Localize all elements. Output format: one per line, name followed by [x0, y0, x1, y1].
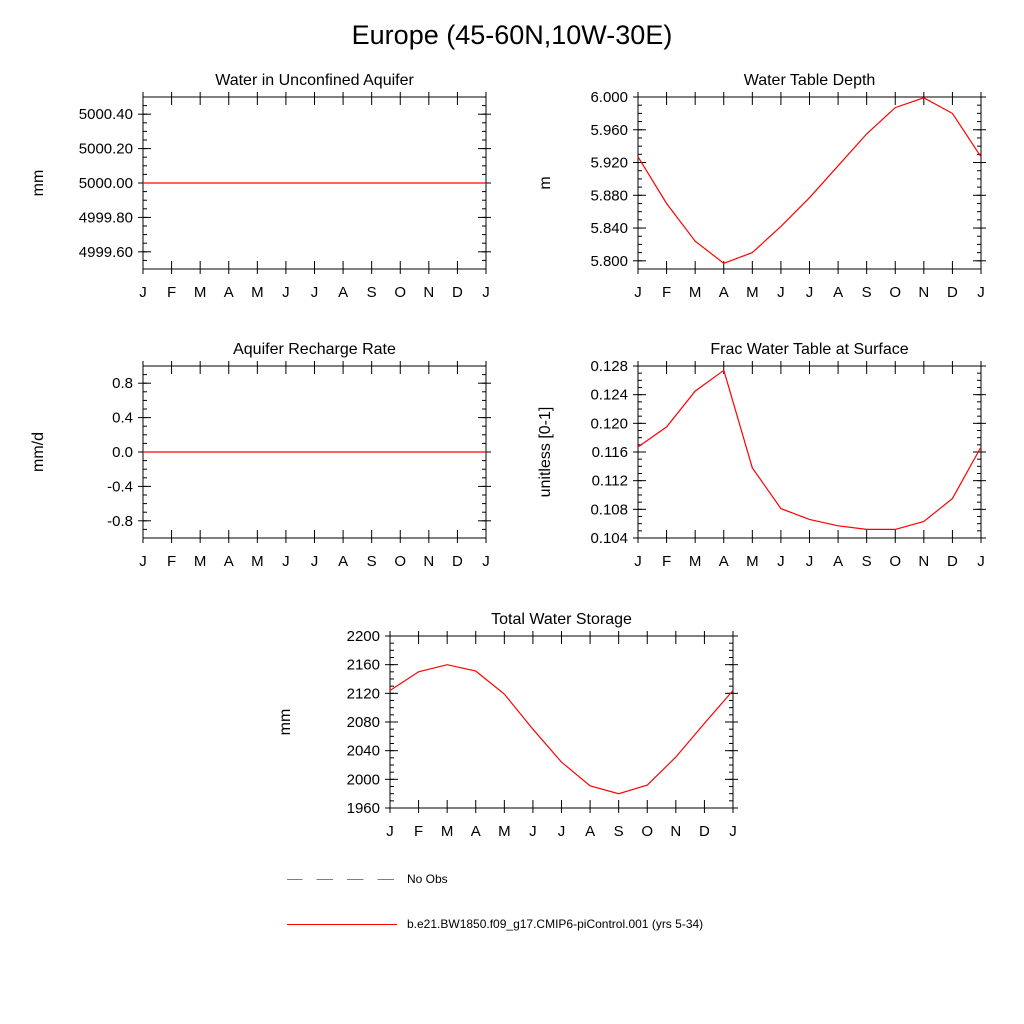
x-tick-label: J: [805, 553, 814, 570]
plot-frame: [638, 97, 981, 269]
y-axis-label: m: [537, 176, 554, 190]
chart-title: Total Water Storage: [491, 611, 632, 628]
x-tick-label: J: [977, 284, 985, 301]
x-tick-label: D: [451, 284, 463, 301]
y-tick-label: 0.112: [591, 472, 628, 490]
x-tick-label: J: [777, 284, 785, 301]
chart-title: Frac Water Table at Surface: [710, 341, 909, 358]
x-tick-label: J: [310, 284, 319, 301]
x-tick-label: J: [634, 553, 642, 570]
x-tick-label: M: [440, 823, 454, 840]
series-line: [638, 370, 981, 529]
x-tick-label: A: [833, 553, 844, 570]
series-line: [638, 98, 981, 263]
x-tick-label: J: [386, 823, 394, 840]
y-tick-label: 5.960: [590, 121, 628, 139]
x-tick-label: J: [482, 284, 490, 301]
x-tick-label: N: [670, 823, 682, 840]
y-tick-label: 4999.60: [78, 243, 133, 261]
y-tick-label: 5000.20: [78, 140, 133, 158]
y-axis-label: mm: [30, 169, 47, 197]
chart-title: Water in Unconfined Aquifer: [215, 72, 414, 89]
y-axis-label: mm/d: [30, 432, 47, 472]
x-tick-label: F: [166, 553, 177, 570]
y-tick-label: 6.000: [590, 89, 628, 106]
x-tick-label: J: [482, 553, 490, 570]
y-tick-label: -0.4: [107, 478, 133, 496]
series-line: [390, 665, 733, 794]
x-tick-label: N: [918, 284, 930, 301]
page-title: Europe (45-60N,10W-30E): [351, 20, 673, 50]
y-tick-label: 0.116: [591, 444, 628, 461]
y-tick-label: 0.8: [112, 375, 133, 393]
chart-panel: [537, 72, 986, 301]
x-tick-label: A: [338, 284, 349, 301]
x-tick-label: A: [718, 284, 729, 301]
y-tick-label: 5.800: [590, 252, 628, 270]
y-tick-label: 0.120: [590, 415, 628, 433]
y-tick-label: 0.128: [590, 358, 628, 375]
x-tick-label: J: [139, 553, 147, 570]
chart-title: Water Table Depth: [743, 72, 876, 89]
x-tick-label: A: [223, 284, 234, 301]
x-tick-label: M: [746, 553, 759, 570]
x-tick-label: S: [366, 284, 377, 301]
y-tick-label: 1960: [346, 800, 380, 817]
chart-panel: [537, 341, 986, 570]
x-tick-label: M: [193, 284, 207, 301]
x-tick-label: M: [193, 553, 207, 570]
y-tick-label: 2040: [346, 742, 380, 760]
x-tick-label: J: [729, 823, 737, 840]
x-tick-label: M: [498, 823, 511, 840]
x-tick-label: J: [634, 284, 642, 301]
y-tick-label: 5.880: [590, 187, 628, 205]
plot-frame: [390, 636, 733, 808]
x-tick-label: D: [946, 553, 958, 570]
x-tick-label: S: [861, 284, 872, 301]
chart-title: Aquifer Recharge Rate: [233, 341, 396, 358]
x-tick-label: A: [718, 553, 729, 570]
y-tick-label: 5.840: [590, 220, 628, 238]
legend-entry-model: [287, 914, 703, 934]
x-tick-label: O: [394, 553, 407, 570]
x-tick-label: M: [251, 284, 264, 301]
y-tick-label: 4999.80: [78, 209, 133, 227]
y-tick-label: 0.0: [112, 444, 133, 461]
x-tick-label: D: [451, 553, 463, 570]
chart-panel: [277, 611, 738, 840]
plot-frame: [638, 366, 981, 538]
x-tick-label: J: [282, 284, 290, 301]
x-tick-label: F: [413, 823, 424, 840]
y-tick-label: 5.920: [590, 154, 628, 172]
x-tick-label: N: [423, 553, 435, 570]
x-tick-label: M: [688, 553, 702, 570]
x-tick-label: N: [918, 553, 930, 570]
legend-entry-no-obs: [287, 869, 448, 889]
y-tick-label: 5000.00: [78, 175, 133, 192]
x-tick-label: O: [889, 553, 902, 570]
y-tick-label: 0.104: [590, 530, 628, 547]
y-tick-label: -0.8: [107, 512, 133, 530]
x-tick-label: F: [661, 553, 672, 570]
y-axis-label: mm: [277, 708, 294, 736]
x-tick-label: J: [529, 823, 537, 840]
x-tick-label: S: [613, 823, 624, 840]
x-tick-label: D: [698, 823, 710, 840]
y-tick-label: 0.124: [590, 386, 628, 404]
x-tick-label: F: [661, 284, 672, 301]
x-tick-label: S: [366, 553, 377, 570]
x-tick-label: A: [585, 823, 596, 840]
x-tick-label: J: [139, 284, 147, 301]
x-tick-label: J: [310, 553, 319, 570]
y-tick-label: 0.108: [590, 501, 628, 519]
x-tick-label: J: [282, 553, 290, 570]
legend-sample-solid: [287, 924, 397, 925]
y-tick-label: 0.4: [112, 409, 133, 427]
y-tick-label: 5000.40: [78, 106, 133, 124]
y-tick-label: 2120: [346, 685, 380, 703]
x-tick-label: J: [557, 823, 566, 840]
x-tick-label: A: [833, 284, 844, 301]
x-tick-label: A: [338, 553, 349, 570]
x-tick-label: J: [777, 553, 785, 570]
x-tick-label: N: [423, 284, 435, 301]
x-tick-label: A: [470, 823, 481, 840]
x-tick-label: M: [251, 553, 264, 570]
x-tick-label: M: [746, 284, 759, 301]
y-tick-label: 2080: [346, 714, 380, 731]
x-tick-label: J: [977, 553, 985, 570]
x-tick-label: O: [394, 284, 407, 301]
x-tick-label: D: [946, 284, 958, 301]
x-tick-label: O: [641, 823, 654, 840]
x-tick-label: F: [166, 284, 177, 301]
y-tick-label: 2200: [346, 628, 380, 645]
y-axis-label: unitless [0-1]: [537, 406, 554, 498]
x-tick-label: M: [688, 284, 702, 301]
x-tick-label: S: [861, 553, 872, 570]
y-tick-label: 2000: [346, 771, 380, 789]
chart-panel: [30, 72, 491, 301]
y-tick-label: 2160: [346, 656, 380, 674]
x-tick-label: O: [889, 284, 902, 301]
legend-label: b.e21.BW1850.f09_g17.CMIP6-piControl.001 (yrs 5-34): [407, 917, 704, 931]
chart-panel: [30, 341, 491, 570]
x-tick-label: J: [805, 284, 814, 301]
legend-label: No Obs: [407, 872, 448, 886]
legend-sample-dashed: [287, 879, 397, 880]
x-tick-label: A: [223, 553, 234, 570]
